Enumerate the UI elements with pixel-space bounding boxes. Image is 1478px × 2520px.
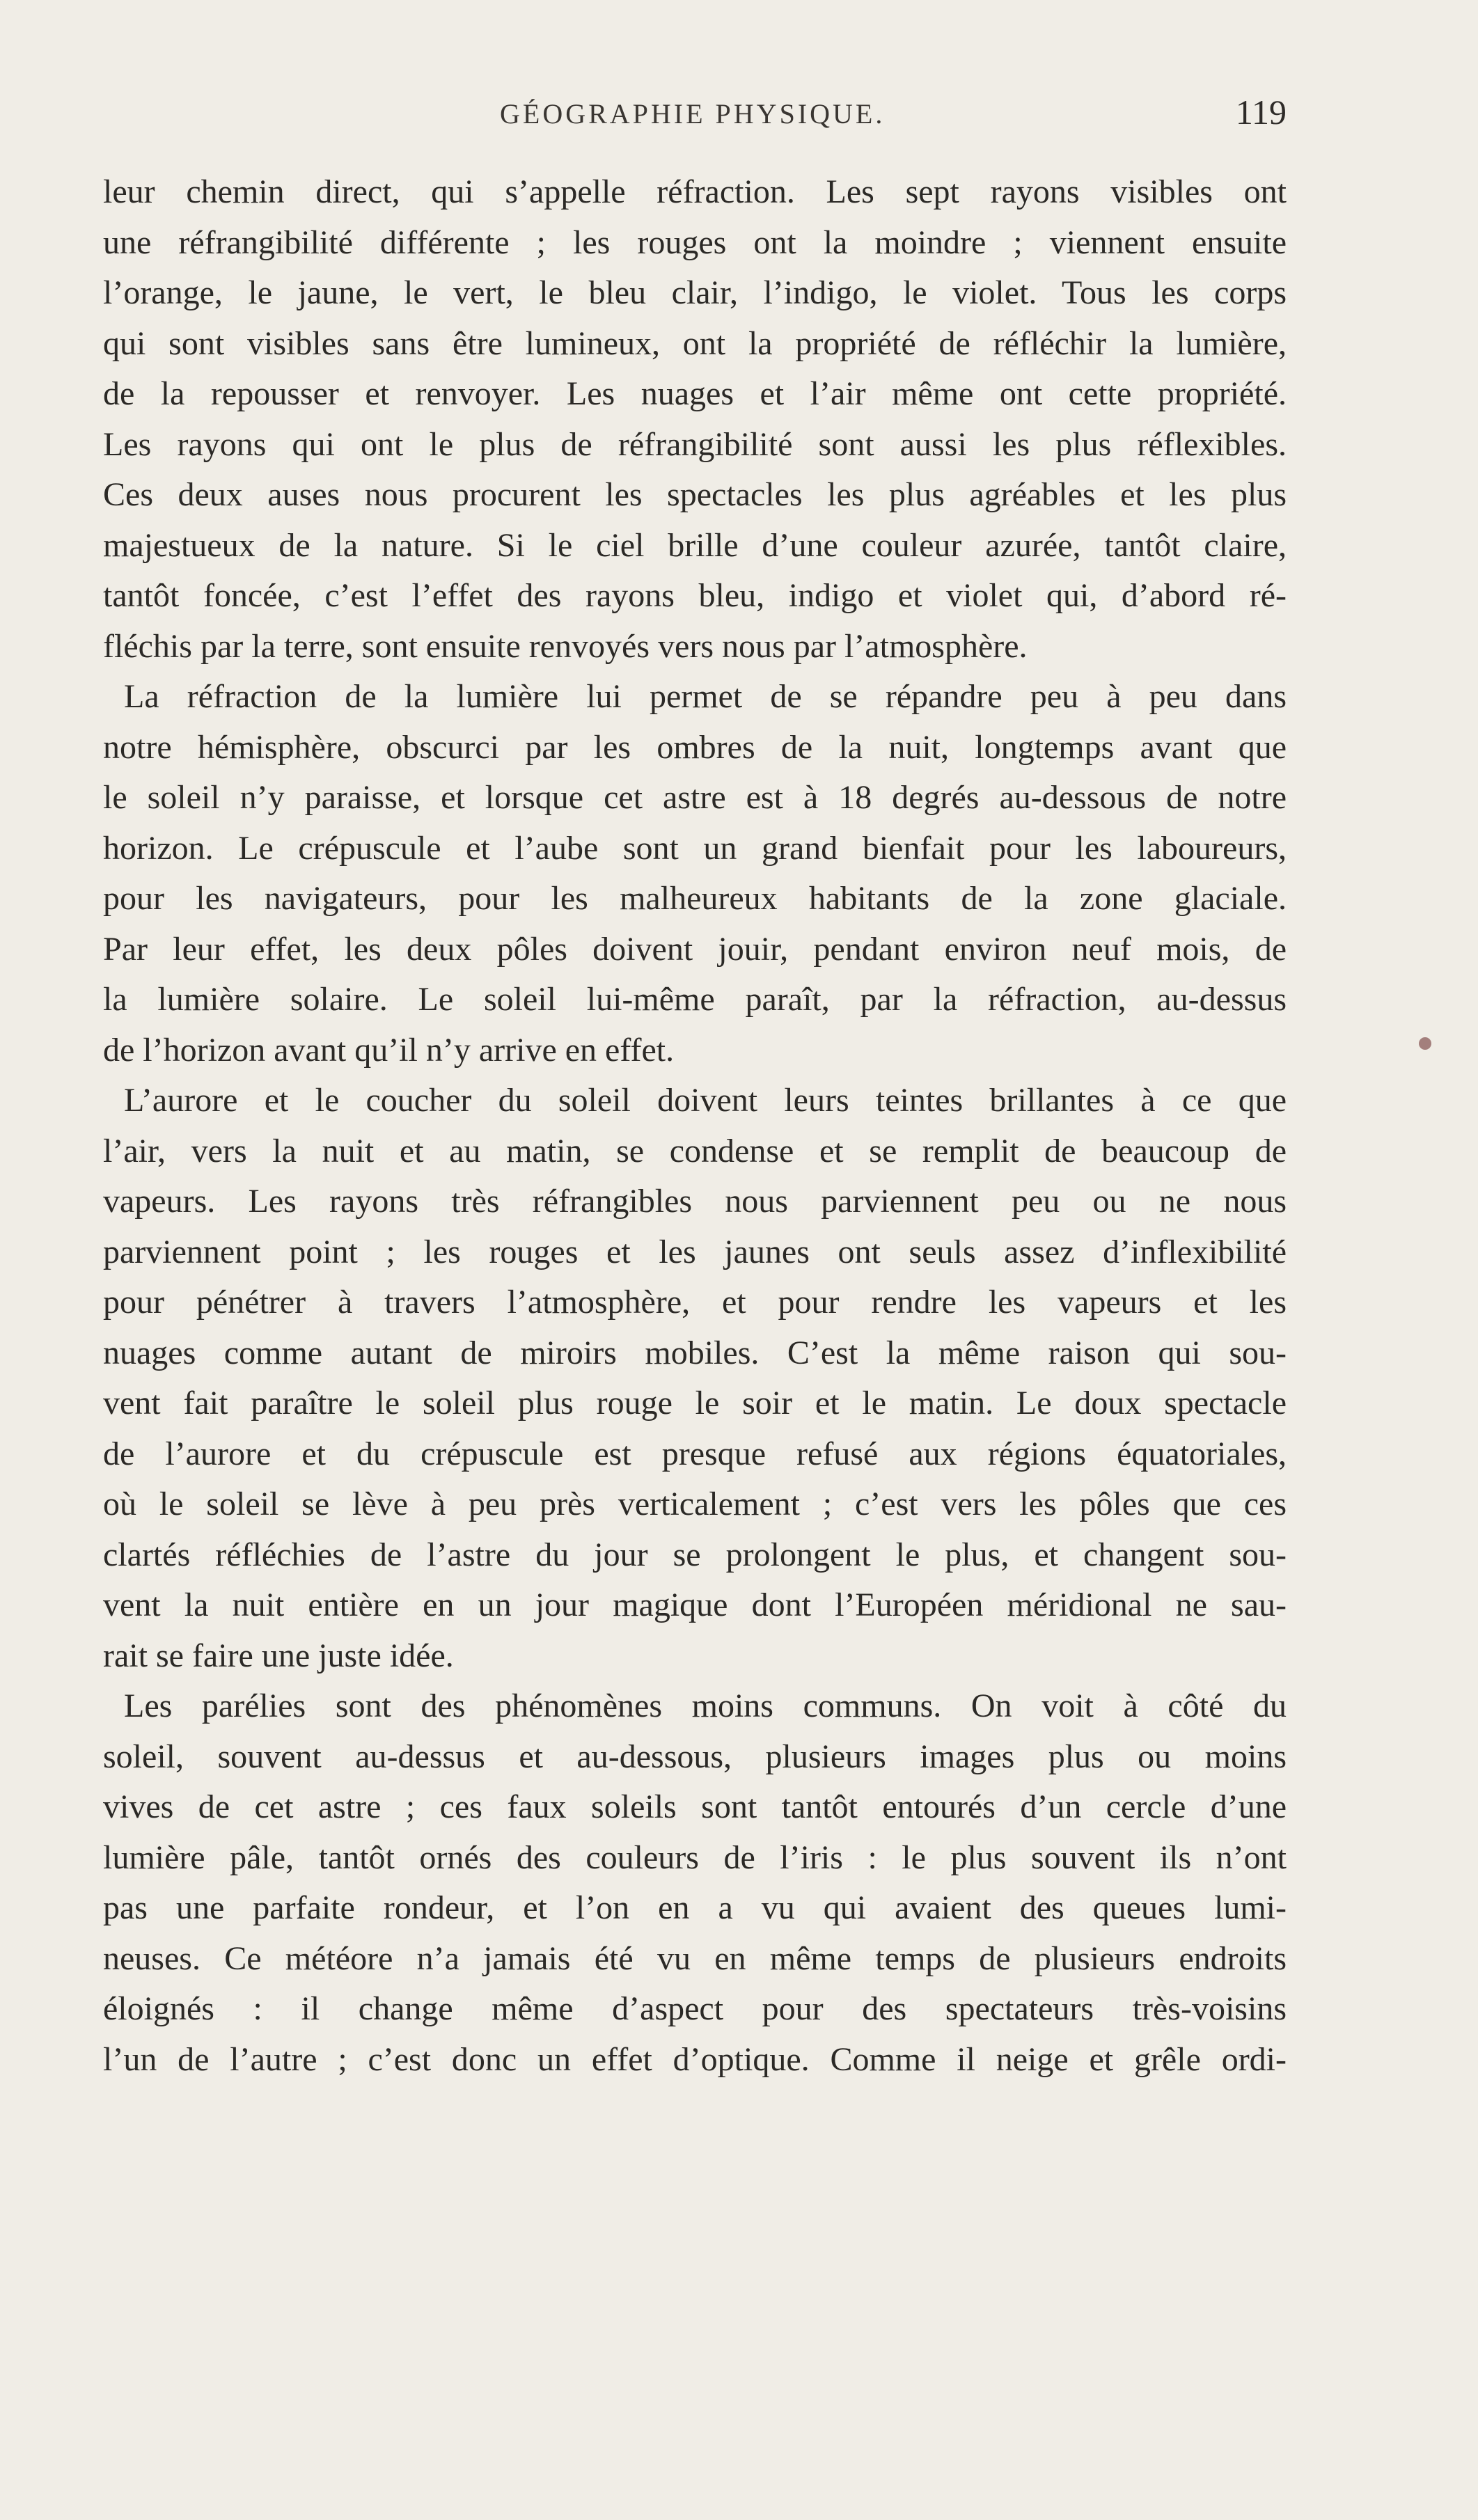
text-line: de l’aurore et du crépuscule est presque refusé aux régions équatoriales, (103, 1435, 1287, 1472)
paragraph (103, 167, 1287, 672)
text-line: tantôt foncée, c’est l’effet des rayons bleu, indigo et violet qui, d’abord ré- (103, 577, 1287, 614)
text-line: nuages comme autant de miroirs mobiles. C’est la même raison qui sou- (103, 1334, 1287, 1371)
text-line: qui sont visibles sans être lumineux, ont la propriété de réfléchir la lumière, (103, 324, 1287, 362)
text-line: neuses. Ce météore n’a jamais été vu en même temps de plusieurs endroits (103, 1939, 1287, 1977)
text-line: vent la nuit entière en un jour magique dont l’Européen méridional ne sau- (103, 1586, 1287, 1623)
paragraph (103, 672, 1287, 1076)
paragraph (103, 1076, 1287, 1681)
text-line: éloignés : il change même d’aspect pour des spectateurs très-voisins (103, 1990, 1287, 2027)
text-line: où le soleil se lève à peu près verticalement ; c’est vers les pôles que ces (103, 1486, 1287, 1522)
running-head: GÉOGRAPHIE PHYSIQUE. (500, 98, 886, 129)
text-line: rait se faire une juste idée. (103, 1637, 454, 1674)
text-line: soleil, souvent au-dessus et au-dessous, plusieurs images plus ou moins (103, 1738, 1287, 1775)
text-line: parviennent point ; les rouges et les jaunes ont seuls assez d’inflexibilité (103, 1233, 1287, 1270)
text-line: majestueux de la nature. Si le ciel brille d’une couleur azurée, tantôt claire, (103, 526, 1287, 564)
text-line: leur chemin direct, qui s’appelle réfraction. Les sept rayons visibles ont (103, 173, 1287, 210)
text-line: Ces deux auses nous procurent les spectacles les plus agréables et les plus (103, 476, 1287, 513)
page-number: 119 (1235, 93, 1287, 132)
text-line: Par leur effet, les deux pôles doivent jouir, pendant environ neuf mois, de (103, 930, 1287, 968)
text-line: lumière pâle, tantôt ornés des couleurs de l’iris : le plus souvent ils n’ont (103, 1838, 1287, 1876)
text-line: l’un de l’autre ; c’est donc un effet d’optique. Comme il neige et grêle ordi- (103, 2040, 1287, 2078)
margin-ink-spot (1419, 1037, 1431, 1050)
text-line: pour les navigateurs, pour les malheureux habitants de la zone glaciale. (103, 880, 1287, 917)
text-line: vent fait paraître le soleil plus rouge le soir et le matin. Le doux spectacle (103, 1385, 1287, 1422)
text-line: de l’horizon avant qu’il n’y arrive en effet. (103, 1031, 675, 1069)
text-line: vapeurs. Les rayons très réfrangibles nous parviennent peu ou ne nous (103, 1183, 1287, 1220)
page-header (103, 93, 1287, 139)
text-line: Les rayons qui ont le plus de réfrangibilité sont aussi les plus réflexibles. (103, 425, 1287, 463)
text-line: l’orange, le jaune, le vert, le bleu clair, l’indigo, le violet. Tous les corps (103, 274, 1287, 311)
text-line: vives de cet astre ; ces faux soleils sont tantôt entourés d’un cercle d’une (103, 1788, 1287, 1825)
text-line: Les parélies sont des phénomènes moins communs. On voit à côté du (124, 1687, 1287, 1724)
text-line: notre hémisphère, obscurci par les ombres de la nuit, longtemps avant que (103, 728, 1287, 766)
text-line: fléchis par la terre, sont ensuite renvoyés vers nous par l’atmosphère. (103, 627, 1028, 665)
text-line: la lumière solaire. Le soleil lui-même paraît, par la réfraction, au-dessus (103, 981, 1287, 1018)
text-line: pas une parfaite rondeur, et l’on en a vu qui avaient des queues lumi- (103, 1889, 1287, 1926)
text-line: horizon. Le crépuscule et l’aube sont un grand bienfait pour les laboureurs, (103, 829, 1287, 867)
text-line: le soleil n’y paraisse, et lorsque cet astre est à 18 degrés au-dessous de notre (103, 779, 1287, 816)
paragraph (103, 1681, 1287, 2085)
text-line: de la repousser et renvoyer. Les nuages et l’air même ont cette propriété. (103, 375, 1287, 412)
text-line: l’air, vers la nuit et au matin, se condense et se remplit de beaucoup de (103, 1132, 1287, 1170)
text-line: pour pénétrer à travers l’atmosphère, et pour rendre les vapeurs et les (103, 1284, 1287, 1321)
text-line: clartés réfléchies de l’astre du jour se prolongent le plus, et changent sou- (103, 1536, 1287, 1573)
text-line: L’aurore et le coucher du soleil doivent leurs teintes brillantes à ce que (124, 1082, 1287, 1119)
text-line: une réfrangibilité différente ; les rouges ont la moindre ; viennent ensuite (103, 223, 1287, 261)
text-line: La réfraction de la lumière lui permet de se répandre peu à peu dans (124, 678, 1287, 715)
body-text (103, 167, 1287, 2085)
